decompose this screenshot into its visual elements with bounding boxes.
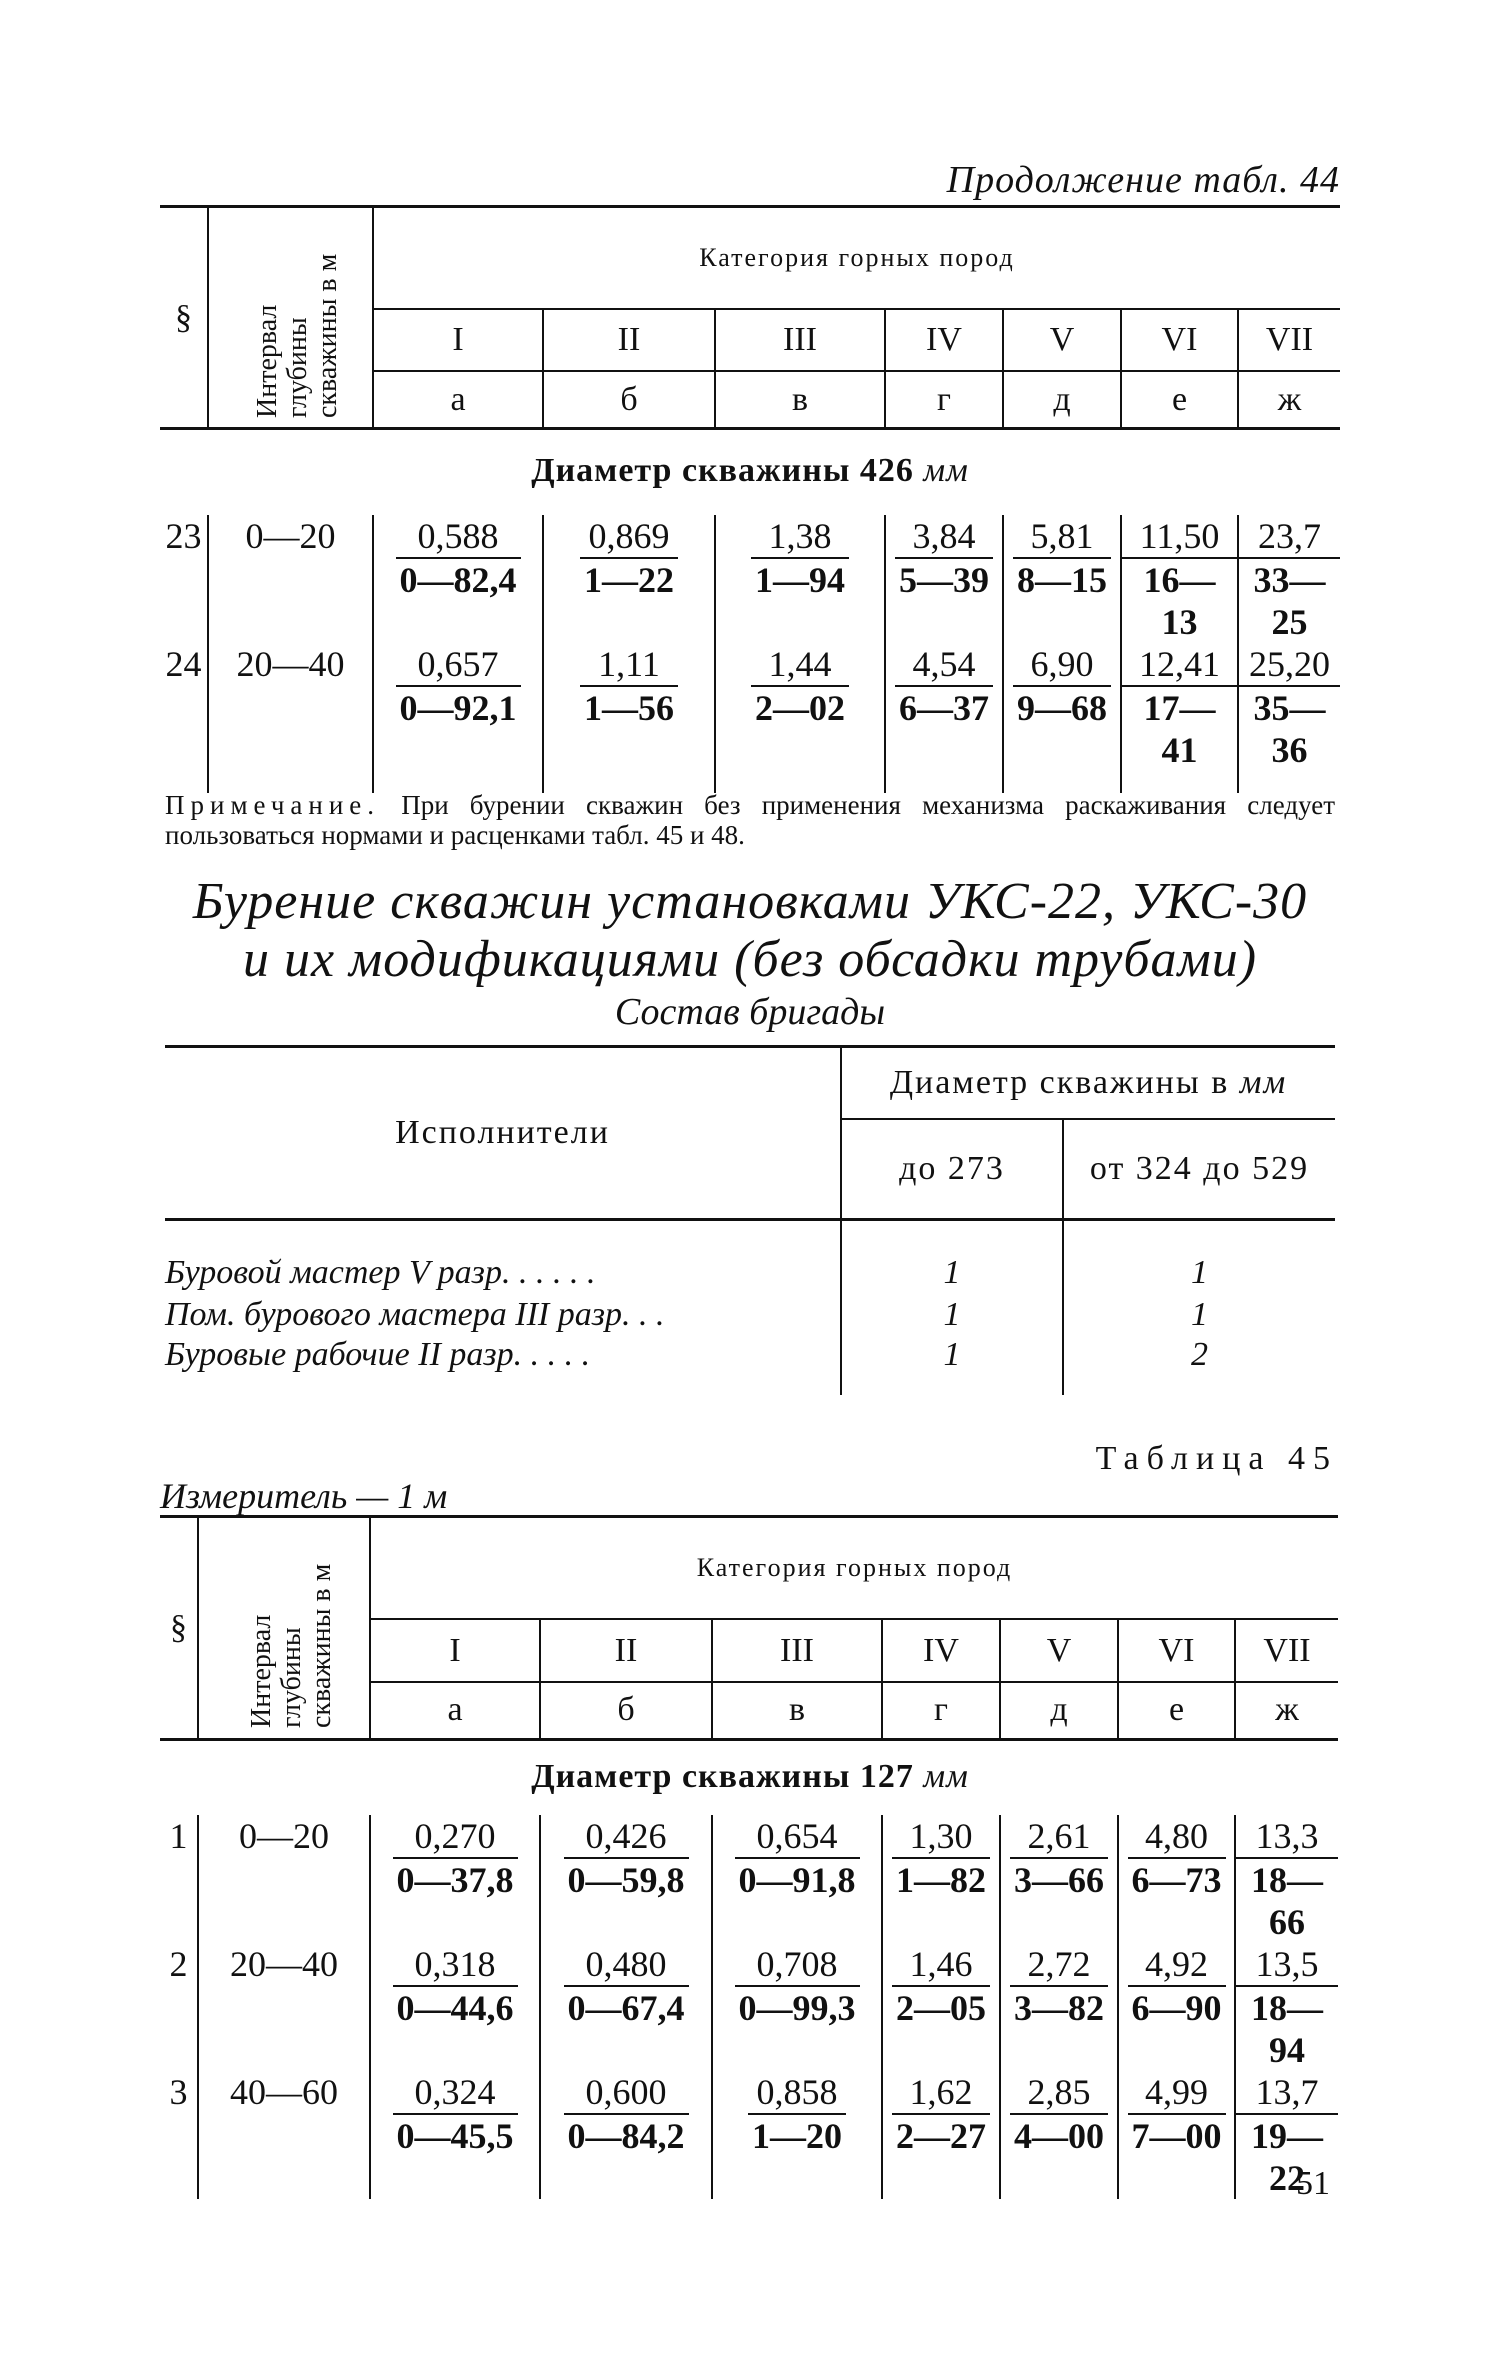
crew-row-name: Буровые рабочие II разр. . . . . <box>165 1335 841 1395</box>
rate: 1—94 <box>755 560 845 600</box>
category-header: Категория горных пород <box>370 1517 1338 1620</box>
table-45-subheading: Диаметр скважины 127 мм <box>531 1758 969 1795</box>
norm-cell <box>1000 1815 1118 1943</box>
crew-row-name: Буровой мастер V разр. . . . . . <box>165 1220 841 1296</box>
table-45-body <box>160 1815 1338 2199</box>
letter-6: е <box>1121 371 1238 429</box>
time-norm: 0,270 <box>393 1815 518 1859</box>
page-number: 51 <box>1296 2165 1330 2202</box>
norm-cell <box>543 515 715 643</box>
time-norm: 0,426 <box>564 1815 689 1859</box>
norm-fraction <box>564 1943 689 2029</box>
table-row <box>160 643 1340 793</box>
time-norm: 0,480 <box>564 1943 689 1987</box>
letter-3: в <box>715 371 885 429</box>
time-norm: 4,80 <box>1128 1815 1226 1859</box>
rate: 5—39 <box>899 560 989 600</box>
crew-row-name: Пом. бурового мастера III разр. . . <box>165 1295 841 1335</box>
rate: 2—27 <box>896 2116 986 2156</box>
norm-cell <box>1118 2071 1235 2199</box>
time-norm: 1,62 <box>892 2071 990 2115</box>
rate: 0—59,8 <box>567 1860 685 1900</box>
crew-row-a: 1 <box>841 1335 1063 1395</box>
norm-fraction <box>564 1815 689 1901</box>
rate: 1—82 <box>896 1860 986 1900</box>
row-interval: 40—60 <box>198 2071 370 2199</box>
rate: 2—02 <box>755 688 845 728</box>
norm-fraction <box>580 515 678 601</box>
rate: 17—41 <box>1143 688 1216 770</box>
roman-7: VII <box>1238 309 1340 371</box>
rate: 0—91,8 <box>738 1860 856 1900</box>
time-norm: 2,72 <box>1010 1943 1108 1987</box>
roman-3: III <box>715 309 885 371</box>
norm-cell <box>373 515 543 643</box>
norm-cell <box>1238 643 1340 793</box>
rate: 0—37,8 <box>396 1860 514 1900</box>
time-norm: 13,7 <box>1236 2071 1338 2115</box>
norm-cell <box>1000 1943 1118 2071</box>
norm-fraction <box>735 1943 860 2029</box>
time-norm: 0,318 <box>393 1943 518 1987</box>
crew-col-diameter: Диаметр скважины в мм <box>841 1047 1335 1120</box>
norm-cell <box>543 643 715 793</box>
rate: 8—15 <box>1017 560 1107 600</box>
norm-cell <box>373 643 543 793</box>
norm-fraction <box>1239 515 1340 643</box>
norm-fraction <box>393 2071 518 2157</box>
norm-cell <box>1118 1943 1235 2071</box>
roman-4: IV <box>882 1619 1000 1681</box>
norm-cell <box>882 1943 1000 2071</box>
letter-2: б <box>543 371 715 429</box>
time-norm: 2,85 <box>1010 2071 1108 2115</box>
letter-4: г <box>885 371 1003 429</box>
rate: 0—44,6 <box>396 1988 514 2028</box>
table-44-body <box>160 515 1340 793</box>
crew-col-a: до 273 <box>841 1119 1063 1220</box>
table-row <box>160 1815 1338 1943</box>
roman-5: V <box>1000 1619 1118 1681</box>
norm-fraction <box>751 643 849 729</box>
rate: 0—84,2 <box>567 2116 685 2156</box>
row-interval: 0—20 <box>198 1815 370 1943</box>
letter-5: д <box>1003 371 1121 429</box>
table-45 <box>160 1515 1338 1741</box>
letter-4: г <box>882 1682 1000 1740</box>
row-interval: 20—40 <box>208 643 373 793</box>
norm-cell <box>1003 515 1121 643</box>
row-number: 1 <box>160 1815 198 1943</box>
letter-7: ж <box>1277 380 1302 418</box>
time-norm: 0,858 <box>748 2071 846 2115</box>
norm-fraction <box>1122 643 1237 771</box>
roman-4: IV <box>885 309 1003 371</box>
norm-fraction <box>1236 1815 1338 1943</box>
rate: 0—92,1 <box>399 688 517 728</box>
row-number: 2 <box>160 1943 198 2071</box>
interval-header: Интервал глубины скважины в м <box>245 1563 337 1728</box>
roman-2: II <box>540 1619 712 1681</box>
crew-title: Состав бригады <box>614 991 886 1033</box>
roman-5: V <box>1003 309 1121 371</box>
table-44 <box>160 205 1340 430</box>
time-norm: 0,600 <box>564 2071 689 2115</box>
norm-cell <box>885 643 1003 793</box>
time-norm: 2,61 <box>1010 1815 1108 1859</box>
norm-fraction <box>1122 515 1237 643</box>
interval-header: Интервал глубины скважины в м <box>252 253 343 418</box>
norm-fraction <box>393 1943 518 2029</box>
rate: 1—56 <box>584 688 674 728</box>
crew-row-b: 2 <box>1191 1336 1208 1373</box>
rate: 3—82 <box>1014 1988 1104 2028</box>
norm-cell <box>715 643 885 793</box>
crew-col-performers: Исполнители <box>165 1047 841 1220</box>
time-norm: 3,84 <box>895 515 993 559</box>
crew-table <box>165 1045 1335 1395</box>
norm-fraction <box>1013 515 1111 601</box>
time-norm: 0,324 <box>393 2071 518 2115</box>
rate: 7—00 <box>1131 2116 1222 2156</box>
norm-cell <box>1000 2071 1118 2199</box>
time-norm: 0,657 <box>396 643 521 687</box>
rate: 18—94 <box>1251 1988 1323 2070</box>
row-number: 23 <box>160 515 208 643</box>
row-number: 3 <box>160 2071 198 2199</box>
rate: 9—68 <box>1017 688 1107 728</box>
norm-cell <box>540 2071 712 2199</box>
table-row <box>160 2071 1338 2199</box>
norm-cell <box>712 1815 882 1943</box>
row-number: 24 <box>160 643 208 793</box>
roman-2: II <box>543 309 715 371</box>
norm-fraction <box>1236 1943 1338 2071</box>
roman-1: I <box>373 309 543 371</box>
rate: 6—37 <box>899 688 989 728</box>
table-row <box>160 515 1340 643</box>
time-norm: 13,5 <box>1236 1943 1338 1987</box>
norm-cell <box>882 1815 1000 1943</box>
letter-7: ж <box>1275 1691 1299 1729</box>
time-norm: 1,46 <box>892 1943 990 1987</box>
norm-cell <box>1118 1815 1235 1943</box>
roman-6: VI <box>1118 1619 1235 1681</box>
roman-3: III <box>712 1619 882 1681</box>
norm-fraction <box>892 1815 990 1901</box>
table-44-subheading: Диаметр скважины 426 мм <box>531 452 969 489</box>
rate: 6—90 <box>1131 1988 1222 2028</box>
norm-fraction <box>1010 1815 1108 1901</box>
time-norm: 5,81 <box>1013 515 1111 559</box>
section-header: § <box>160 1517 198 1740</box>
section-heading-line1: Бурение скважин установками УКС-22, УКС-30 <box>192 873 1308 930</box>
letter-5: д <box>1000 1682 1118 1740</box>
rate: 4—00 <box>1014 2116 1104 2156</box>
rate: 0—99,3 <box>738 1988 856 2028</box>
rate: 19—22 <box>1251 2116 1323 2198</box>
norm-cell <box>885 515 1003 643</box>
norm-fraction <box>396 643 521 729</box>
norm-fraction <box>1128 1815 1226 1901</box>
time-norm: 13,3 <box>1236 1815 1338 1859</box>
norm-fraction <box>892 1943 990 2029</box>
norm-cell <box>1238 515 1340 643</box>
time-norm: 4,54 <box>895 643 993 687</box>
norm-cell <box>1003 643 1121 793</box>
rate: 3—66 <box>1014 1860 1104 1900</box>
time-norm: 0,869 <box>580 515 678 559</box>
norm-fraction <box>1239 643 1340 771</box>
time-norm: 1,44 <box>751 643 849 687</box>
norm-fraction <box>1010 2071 1108 2157</box>
norm-fraction <box>1013 643 1111 729</box>
letter-1: а <box>370 1682 540 1740</box>
norm-cell <box>370 1815 540 1943</box>
rate: 6—73 <box>1131 1860 1222 1900</box>
rate: 18—66 <box>1251 1860 1323 1942</box>
time-norm: 4,99 <box>1128 2071 1226 2115</box>
rate: 1—22 <box>584 560 674 600</box>
time-norm: 1,30 <box>892 1815 990 1859</box>
rate: 0—67,4 <box>567 1988 685 2028</box>
norm-fraction <box>895 643 993 729</box>
norm-cell <box>715 515 885 643</box>
time-norm: 6,90 <box>1013 643 1111 687</box>
continuation-caption: Продолжение табл. 44 <box>946 159 1340 201</box>
letter-1: а <box>373 371 543 429</box>
table-45-measure: Измеритель — 1 м <box>160 1476 448 1516</box>
norm-cell <box>540 1815 712 1943</box>
norm-cell <box>1235 1943 1338 2071</box>
section-heading-line2: и их модификациями (без обсадки трубами) <box>242 931 1258 988</box>
roman-6: VI <box>1121 309 1238 371</box>
norm-fraction <box>1010 1943 1108 2029</box>
norm-fraction <box>748 2071 846 2157</box>
roman-1: I <box>370 1619 540 1681</box>
letter-3: в <box>712 1682 882 1740</box>
rate: 2—05 <box>896 1988 986 2028</box>
rate: 0—45,5 <box>396 2116 514 2156</box>
time-norm: 0,708 <box>735 1943 860 1987</box>
time-norm: 1,38 <box>751 515 849 559</box>
norm-fraction <box>1128 1943 1226 2029</box>
crew-row-b: 1 <box>1191 1296 1208 1333</box>
norm-cell <box>1235 1815 1338 1943</box>
table-row <box>160 1943 1338 2071</box>
time-norm: 4,92 <box>1128 1943 1226 1987</box>
time-norm: 23,7 <box>1239 515 1340 559</box>
norm-cell <box>370 1943 540 2071</box>
note: Примечание. При бурении скважин без применения механизма раскаживания следует пользоваться нормами и расценками табл. 45 и 48. <box>165 790 1335 850</box>
category-header: Категория горных пород <box>373 207 1340 310</box>
norm-cell <box>1121 515 1238 643</box>
row-interval: 20—40 <box>198 1943 370 2071</box>
norm-cell <box>712 2071 882 2199</box>
crew-row-a: 1 <box>841 1295 1063 1335</box>
norm-fraction <box>1128 2071 1226 2157</box>
rate: 16—13 <box>1143 560 1216 642</box>
norm-fraction <box>580 643 678 729</box>
crew-row-b: 1 <box>1191 1254 1208 1291</box>
norm-cell <box>540 1943 712 2071</box>
norm-fraction <box>393 1815 518 1901</box>
rate: 0—82,4 <box>399 560 517 600</box>
time-norm: 11,50 <box>1122 515 1237 559</box>
rate: 35—36 <box>1253 688 1326 770</box>
rate: 33—25 <box>1253 560 1326 642</box>
norm-cell <box>370 2071 540 2199</box>
section-header: § <box>160 207 208 429</box>
norm-fraction <box>895 515 993 601</box>
rate: 1—20 <box>752 2116 842 2156</box>
crew-col-b: от 324 до 529 <box>1089 1150 1310 1187</box>
time-norm: 0,588 <box>396 515 521 559</box>
table-45-title: Таблица 45 <box>1095 1440 1338 1477</box>
time-norm: 12,41 <box>1122 643 1237 687</box>
letter-6: е <box>1118 1682 1235 1740</box>
norm-cell <box>1121 643 1238 793</box>
norm-cell <box>712 1943 882 2071</box>
letter-2: б <box>540 1682 712 1740</box>
time-norm: 0,654 <box>735 1815 860 1859</box>
norm-fraction <box>396 515 521 601</box>
norm-cell <box>882 2071 1000 2199</box>
norm-fraction <box>751 515 849 601</box>
time-norm: 25,20 <box>1239 643 1340 687</box>
roman-7: VII <box>1235 1619 1338 1681</box>
norm-fraction <box>735 1815 860 1901</box>
time-norm: 1,11 <box>580 643 678 687</box>
crew-row-a: 1 <box>841 1220 1063 1296</box>
row-interval: 0—20 <box>208 515 373 643</box>
norm-fraction <box>892 2071 990 2157</box>
norm-fraction <box>564 2071 689 2157</box>
